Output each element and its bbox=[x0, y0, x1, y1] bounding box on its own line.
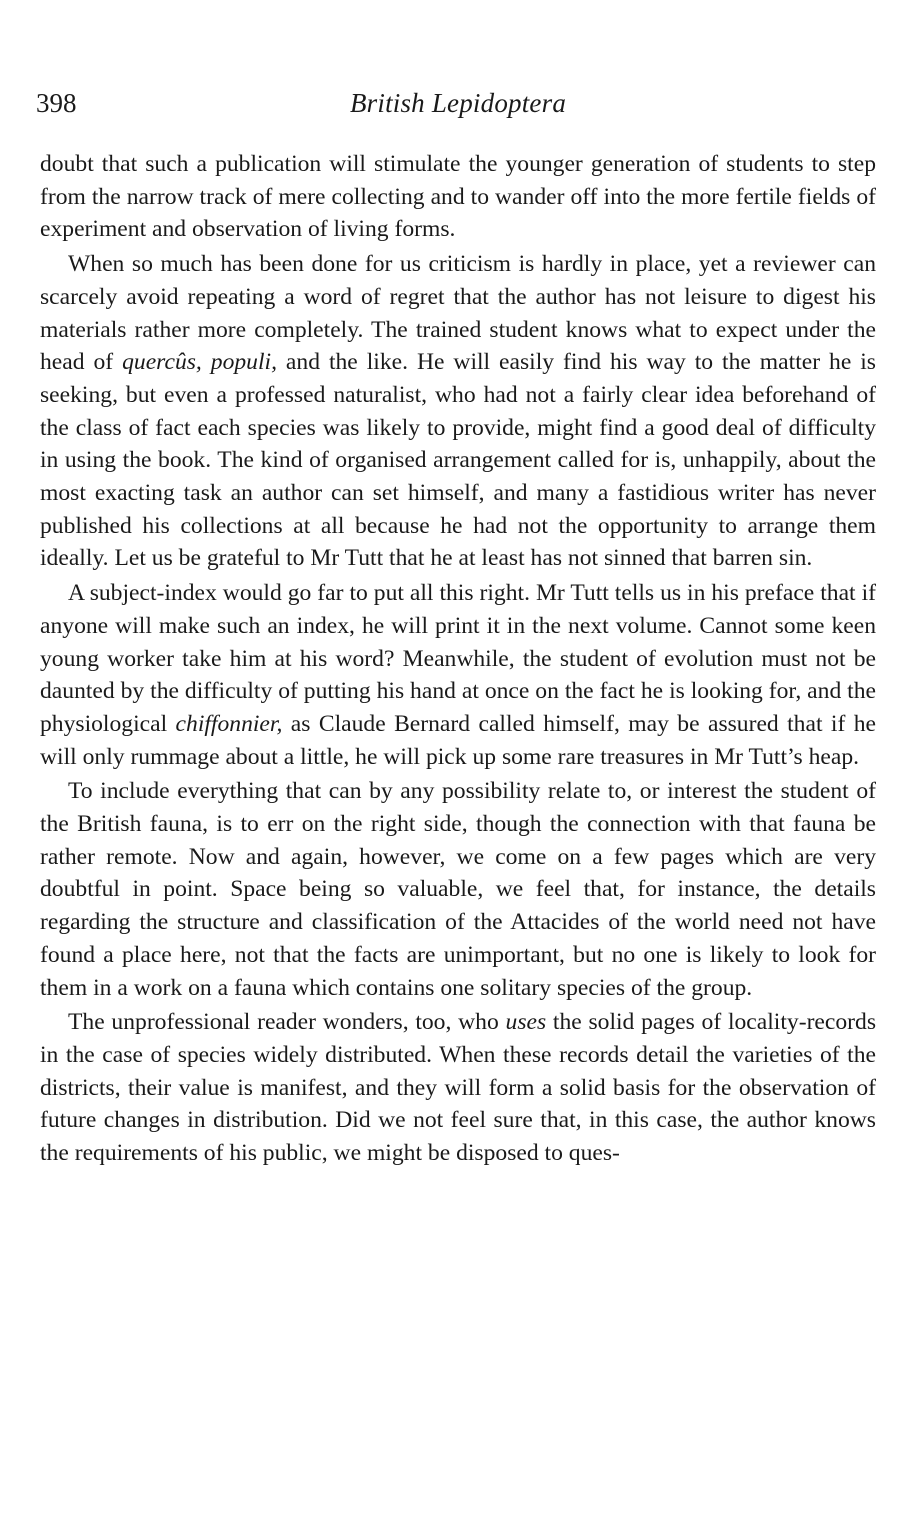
paragraph bbox=[40, 248, 876, 575]
running-title: British Lepidoptera bbox=[349, 88, 567, 118]
paragraph bbox=[40, 148, 876, 246]
paragraph-text bbox=[202, 349, 211, 375]
paragraph-text: and the like. He will easily find his way to the matter he is seeking, but even a professed naturalist, who had not a fairly clear idea beforehand of the class of fact each species was likely to provide, might find a good deal of difficulty in using the book. The kind of organised arrangement called for is, unhappily, about the most exacting task an author can set himself, and many a fastidious writer has never published his collections at all because he had not the opportunity to arrange them ideally. Let us be grateful to Mr Tutt that he at least has not sinned that barren sin. bbox=[40, 349, 876, 572]
paragraph-text: The unprofessional reader wonders, too, who bbox=[68, 1009, 506, 1036]
paragraph-text: doubt that such a publication will stimulate the younger generation of students to step from the narrow track of mere collecting and to wander off into the more fertile fields of experiment and observation of living forms. bbox=[40, 151, 876, 243]
running-head bbox=[36, 88, 876, 148]
paragraph-text: the solid pages of locality-records in the case of species widely distributed. When these records detail the varieties of the districts, their value is manifest, and they will form a solid basis for the observation of future changes in distribution. Did we not feel sure that, in this case, the author knows the requirements of his public, we might be disposed to ques- bbox=[40, 1009, 877, 1167]
body-text bbox=[40, 148, 876, 1170]
paragraph bbox=[40, 577, 876, 773]
italic-term: uses bbox=[505, 1009, 547, 1036]
paragraph-text: When so much has been done for us criticism is hardly in place, yet a reviewer can scarcely avoid repeating a word of regret that the author has not leisure to digest his materials rather more completely. The trained student knows what to expect under the head of bbox=[40, 251, 876, 376]
book-page bbox=[36, 0, 877, 1170]
italic-term: quercûs, bbox=[122, 349, 202, 376]
italic-term: populi, bbox=[210, 349, 277, 376]
paragraph bbox=[40, 775, 876, 1004]
paragraph-text: A subject-index would go far to put all this right. Mr Tutt tells us in his preface that if anyone will make such an index, he will print it in the next volume. Cannot some keen young worker take him at his word? Meanwhile, the student of evolution must not be daunted by the difficulty of putting his hand at once on the fact he is looking for, and the physiological bbox=[40, 580, 876, 737]
paragraph bbox=[40, 1006, 876, 1170]
paragraph-text: To include everything that can by any possibility relate to, or interest the student of the British fauna, is to err on the right side, though the connection with that fauna be rather remote. Now and again, however, we come on a few pages which are very doubtful in point. Space being so valuable, we feel that, for instance, the details regarding the structure and classification of the Attacides of the world need not have found a place here, not that the facts are unimportant, but no one is likely to look for them in a work on a fauna which contains one solitary species of the group. bbox=[40, 778, 876, 1001]
italic-term: chiffonnier, bbox=[175, 710, 283, 737]
page-number: 398 bbox=[36, 88, 77, 118]
paragraph-text: as Claude Bernard called himself, may be assured that if he will only rummage about a little, he will pick up some rare treasures in Mr Tutt’s heap. bbox=[40, 710, 877, 770]
